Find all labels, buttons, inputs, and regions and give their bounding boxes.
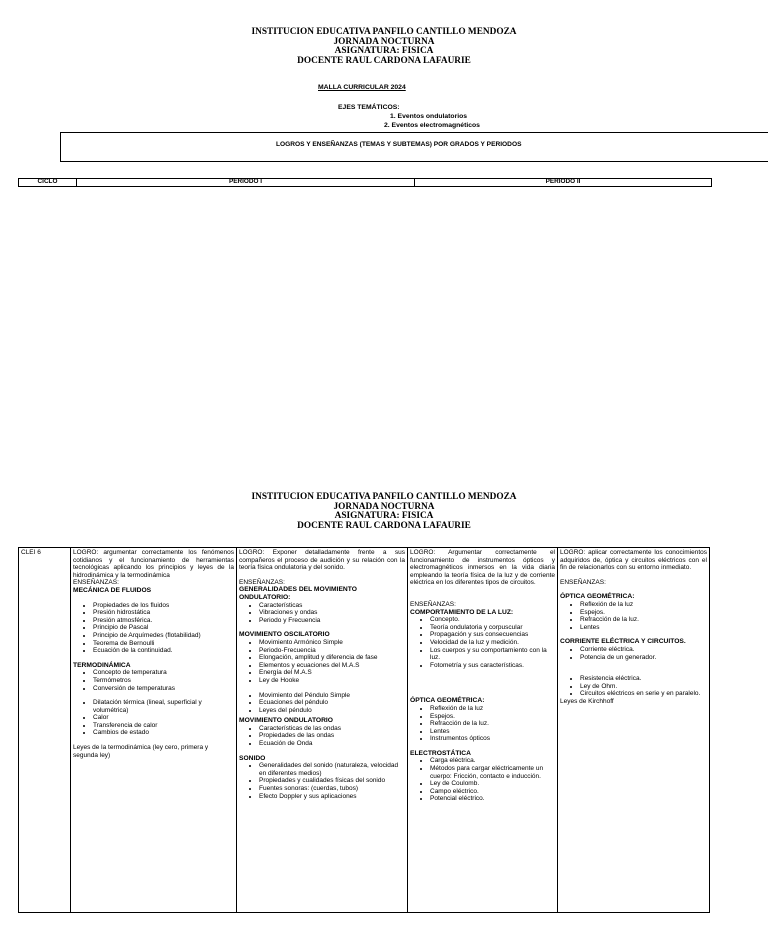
list-item: • Espejos. [430, 713, 555, 721]
list-item: • Ley de Hooke [259, 677, 405, 685]
topic-list [239, 725, 405, 748]
topic-heading: MECÁNICA DE FLUIDOS [73, 586, 152, 594]
list-item: • Los cuerpos y su comportamiento con la luz. [430, 647, 555, 662]
leyes-text: Leyes de la termodinámica (ley cero, primera y segunda ley) [73, 744, 209, 759]
list-item: • Velocidad de la luz y medición. [430, 639, 555, 647]
ensenanzas-label: ENSEÑANZAS: [73, 579, 119, 587]
header-line: ASIGNATURA: FISICA [334, 511, 434, 522]
topic-list [560, 646, 707, 661]
list-item: • Leyes del péndulo [259, 707, 405, 715]
ciclo-label: CLEI 6 [21, 549, 41, 556]
topic-list [410, 616, 555, 669]
list-item: • Principio de Pascal [93, 624, 234, 632]
list-item: • Métodos para cargar eléctricamente un cuerpo: Fricción, contacto e inducción. [430, 765, 555, 780]
list-item: • Resistencia eléctrica. [580, 675, 707, 683]
list-item: • Calor [93, 714, 234, 722]
topic-list [73, 669, 234, 692]
topic-heading: TERMODINÁMICA [73, 661, 131, 669]
header-line: DOCENTE RAUL CARDONA LAFAURIE [297, 520, 471, 531]
eje-item: 1. Eventos ondulatorios [390, 113, 468, 120]
topic-list [239, 762, 405, 800]
list-item: • Cambios de estado [93, 729, 234, 737]
list-item: • Transferencia de calor [93, 722, 234, 730]
list-item: • Lentes [430, 728, 555, 736]
list-item: • Conversión de temperaturas [93, 685, 234, 693]
header-ciclo: CICLO [19, 179, 77, 186]
topic-list [560, 601, 707, 631]
topic-heading: ÓPTICA GEOMÉTRICA: [560, 593, 635, 601]
list-item: • Propagación y sus consecuencias [430, 631, 555, 639]
ejes-title: EJES TEMÁTICOS: [338, 104, 400, 111]
list-item: • Dilatación térmica (lineal, superficial y volumétrica) [93, 699, 234, 714]
list-item: • Ley de Ohm. [580, 683, 707, 691]
topic-heading: ELECTROSTÁTICA [410, 749, 471, 757]
eje-item: 2. Eventos electromagnéticos [384, 122, 480, 129]
list-item: • Corriente eléctrica. [580, 646, 707, 654]
list-item: • Periodo y Frecuencia [259, 617, 405, 625]
header-line: INSTITUCION EDUCATIVA PANFILO CANTILLO MENDOZA [251, 492, 517, 502]
topic-heading: CORRIENTE ELÉCTRICA Y CIRCUITOS. [560, 638, 686, 646]
list-item: • Potencial eléctrico. [430, 795, 555, 803]
logro-text: LOGRO: Argumentar correctamente el funcionamiento de instrumentos ópticos y electromagnéticos inmersos en la vida diaria empleando la teoría física de la luz y de corriente eléctrica en los diferentes tipos de circuitos. [410, 549, 555, 587]
topic-heading: GENERALIDADES DEL MOVIMIENTO ONDULATORIO: [239, 586, 357, 601]
period-2b-cell [558, 548, 709, 912]
leyes-text: Leyes de Kirchhoff [560, 697, 614, 705]
list-item: • Presión atmosférica. [93, 617, 234, 625]
list-item: • Espejos. [580, 609, 707, 617]
list-item: • Campo eléctrico. [430, 788, 555, 796]
logro-text: LOGRO: aplicar correctamente los conocimientos adquiridos de, óptica y circuitos eléctricos con el fin de relacionarlos con su entorno inmediato. [560, 549, 707, 572]
list-item: • Ley de Coulomb. [430, 780, 555, 788]
list-item: • Propiedades y cualidades físicas del sonido [259, 777, 405, 785]
list-item: • Movimiento del Péndulo Simple [259, 692, 405, 700]
period-1b-cell [237, 548, 408, 912]
logro-text: LOGRO: argumentar correctamente los fenómenos cotidianos y el funcionamiento de herramientas tecnológicas aplicando los principios y leyes de la hidrodinámica y la termodinámica [73, 549, 234, 579]
list-item: • Fuentes sonoras: (cuerdas, tubos) [259, 785, 405, 793]
logro-text: LOGRO: Exponer detalladamente frente a sus compañeros el proceso de audición y su relación con la teoría física ondulatoria y del sonido. [239, 549, 405, 572]
list-item: • Circuitos eléctricos en serie y en paralelo. [580, 690, 707, 698]
header-periodo-2: PERIODO II [545, 178, 581, 185]
list-item: • Ecuación de la continuidad. [93, 647, 234, 655]
list-item: • Termómetros [93, 677, 234, 685]
list-item: • Características de las ondas [259, 725, 405, 733]
list-item: • Principio de Arquímedes (flotabilidad) [93, 632, 234, 640]
topic-heading: MOVIMIENTO OSCILATORIO [239, 631, 330, 639]
header-line: DOCENTE RAUL CARDONA LAFAURIE [297, 55, 471, 66]
topic-heading: ÓPTICA GEOMÉTRICA: [410, 697, 485, 705]
list-item: • Concepto de temperatura [93, 669, 234, 677]
topic-list [239, 639, 405, 685]
ciclo-cell [19, 548, 71, 912]
topic-list [410, 757, 555, 803]
logros-heading-box [60, 132, 768, 162]
curriculum-table [18, 547, 710, 913]
list-item: • Efecto Doppler y sus aplicaciones [259, 793, 405, 801]
list-item: • Elementos y ecuaciones del M.A.S [259, 662, 405, 670]
topic-list [410, 705, 555, 743]
list-item: • Lentes [580, 624, 707, 632]
list-item: • Reflexión de la luz [430, 705, 555, 713]
malla-title: MALLA CURRICULAR 2024 [318, 84, 406, 91]
topic-list [73, 699, 234, 737]
topic-list [73, 602, 234, 655]
topic-heading: COMPORTAMIENTO DE LA LUZ: [410, 608, 514, 616]
list-item: • Ecuaciones del péndulo [259, 699, 405, 707]
list-item: • Generalidades del sonido (naturaleza, velocidad en diferentes medios) [259, 762, 405, 777]
list-item: • Reflexión de la luz [580, 601, 707, 609]
topic-list [239, 692, 405, 715]
ensenanzas-label: ENSEÑANZAS: [410, 600, 456, 608]
list-item: • Propiedades de los fluidos [93, 602, 234, 610]
list-item: • Elongación, amplitud y diferencia de fase [259, 654, 405, 662]
header-line: JORNADA NOCTURNA [333, 36, 435, 47]
list-item: • Energía del M.A.S [259, 669, 405, 677]
topic-list [560, 675, 707, 698]
list-item: • Refracción de la luz. [580, 616, 707, 624]
institution-header [0, 493, 768, 531]
list-item: • Fotometría y sus características. [430, 662, 555, 670]
list-item: • Ecuación de Onda [259, 740, 405, 748]
table-header-row [18, 178, 712, 187]
period-2a-cell [408, 548, 558, 912]
list-item: • Instrumentos ópticos [430, 735, 555, 743]
list-item: • Teoría ondulatoria y corpuscular [430, 624, 555, 632]
topic-heading: MOVIMIENTO ONDULATORIO [239, 717, 333, 725]
list-item: • Movimiento Armónico Simple [259, 639, 405, 647]
list-item: • Concepto. [430, 616, 555, 624]
list-item: • Propiedades de las ondas [259, 732, 405, 740]
list-item: • Teorema de Bernoulli [93, 640, 234, 648]
list-item: • Refracción de la luz. [430, 720, 555, 728]
list-item: • Carga eléctrica. [430, 757, 555, 765]
institution-header [0, 28, 768, 66]
topic-list [239, 602, 405, 625]
header-periodo-1: PERIODO I [77, 179, 415, 186]
header-line: INSTITUCION EDUCATIVA PANFILO CANTILLO MENDOZA [251, 27, 517, 37]
ensenanzas-label: ENSEÑANZAS: [560, 578, 606, 586]
header-line: JORNADA NOCTURNA [333, 501, 435, 512]
list-item: • Presión hidrostática [93, 609, 234, 617]
list-item: • Vibraciones y ondas [259, 609, 405, 617]
list-item: • Potencia de un generador. [580, 654, 707, 662]
list-item: • Características [259, 602, 405, 610]
header-line: ASIGNATURA: FISICA [334, 46, 434, 57]
period-1a-cell [71, 548, 237, 912]
logros-heading: LOGROS Y ENSEÑANZAS (TEMAS Y SUBTEMAS) POR GRADOS Y PERIODOS [276, 141, 522, 148]
list-item: • Periodo-Frecuencia [259, 647, 405, 655]
topic-heading: SONIDO [239, 754, 266, 762]
ensenanzas-label: ENSEÑANZAS: [239, 578, 285, 586]
